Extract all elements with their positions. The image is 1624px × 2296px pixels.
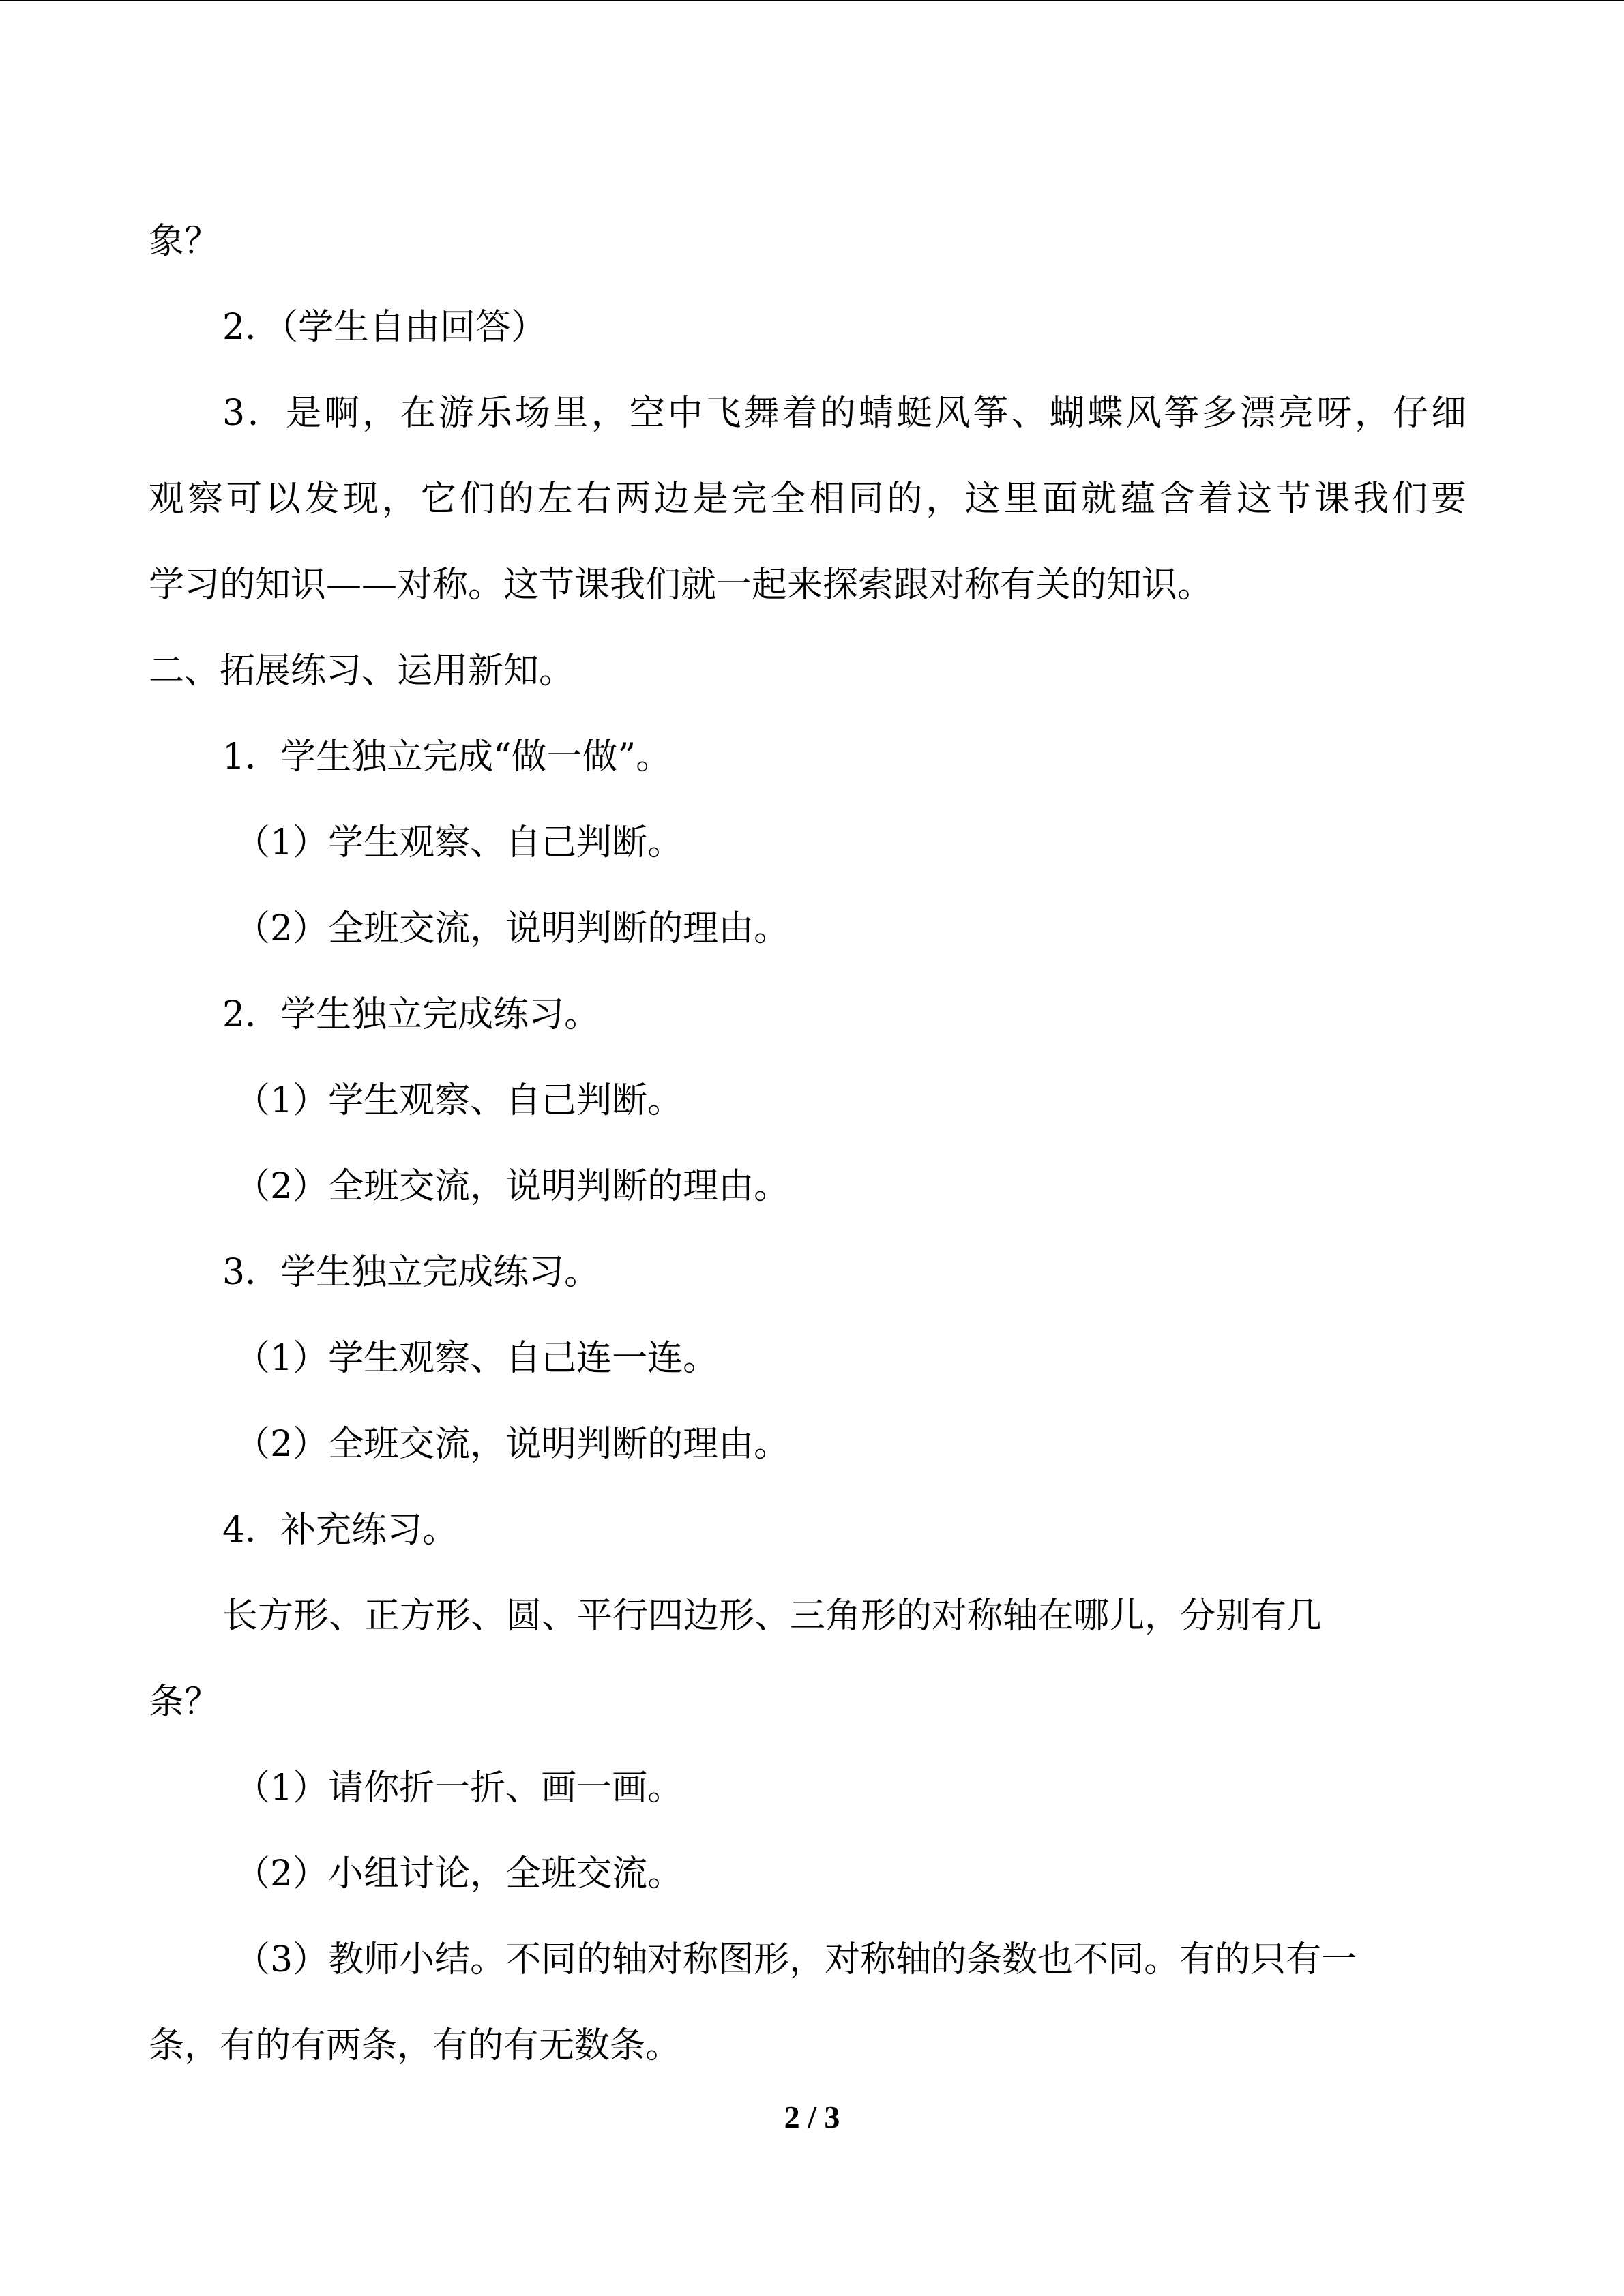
text-line: （1）学生观察、自己连一连。 [235, 1338, 719, 1379]
text-line: （1）学生观察、自己判断。 [235, 822, 683, 863]
text-line: 2．学生独立完成练习。 [222, 994, 600, 1035]
text-line: （1）学生观察、自己判断。 [235, 1080, 683, 1121]
text-line: 2．（学生自由回答） [222, 307, 547, 348]
page-number: 2 / 3 [784, 2100, 840, 2134]
text-line: 观察可以发现，它们的左右两边是完全相同的，这里面就蕴含着这节课我们要 [149, 479, 1466, 520]
text-line: 象？ [149, 221, 220, 262]
text-line: 学习的知识——对称。这节课我们就一起来探索跟对称有关的知识。 [149, 565, 1213, 606]
section-heading: 二、拓展练习、运用新知。 [149, 651, 575, 691]
text-line: （1）请你折一折、画一画。 [235, 1768, 683, 1808]
text-line: 条？ [149, 1682, 220, 1723]
text-line: （2）全班交流，说明判断的理由。 [235, 1424, 790, 1465]
text-line: （2）全班交流，说明判断的理由。 [235, 1166, 790, 1207]
text-line: 4．补充练习。 [222, 1510, 458, 1551]
text-line: 长方形、正方形、圆、平行四边形、三角形的对称轴在哪儿，分别有几 [222, 1596, 1323, 1637]
text-line: 条，有的有两条，有的有无数条。 [149, 2025, 681, 2066]
text-line: （2）全班交流，说明判断的理由。 [235, 908, 790, 949]
text-line: 3．是啊，在游乐场里，空中飞舞着的蜻蜓风筝、蝴蝶风筝多漂亮呀，仔细 [222, 393, 1466, 434]
text-line: 3．学生独立完成练习。 [222, 1252, 600, 1293]
text-line: 1．学生独立完成“做一做”。 [222, 736, 672, 777]
text-line: （3）教师小结。不同的轴对称图形，对称轴的条数也不同。有的只有一 [235, 1939, 1357, 1980]
text-line: （2）小组讨论，全班交流。 [235, 1853, 683, 1894]
